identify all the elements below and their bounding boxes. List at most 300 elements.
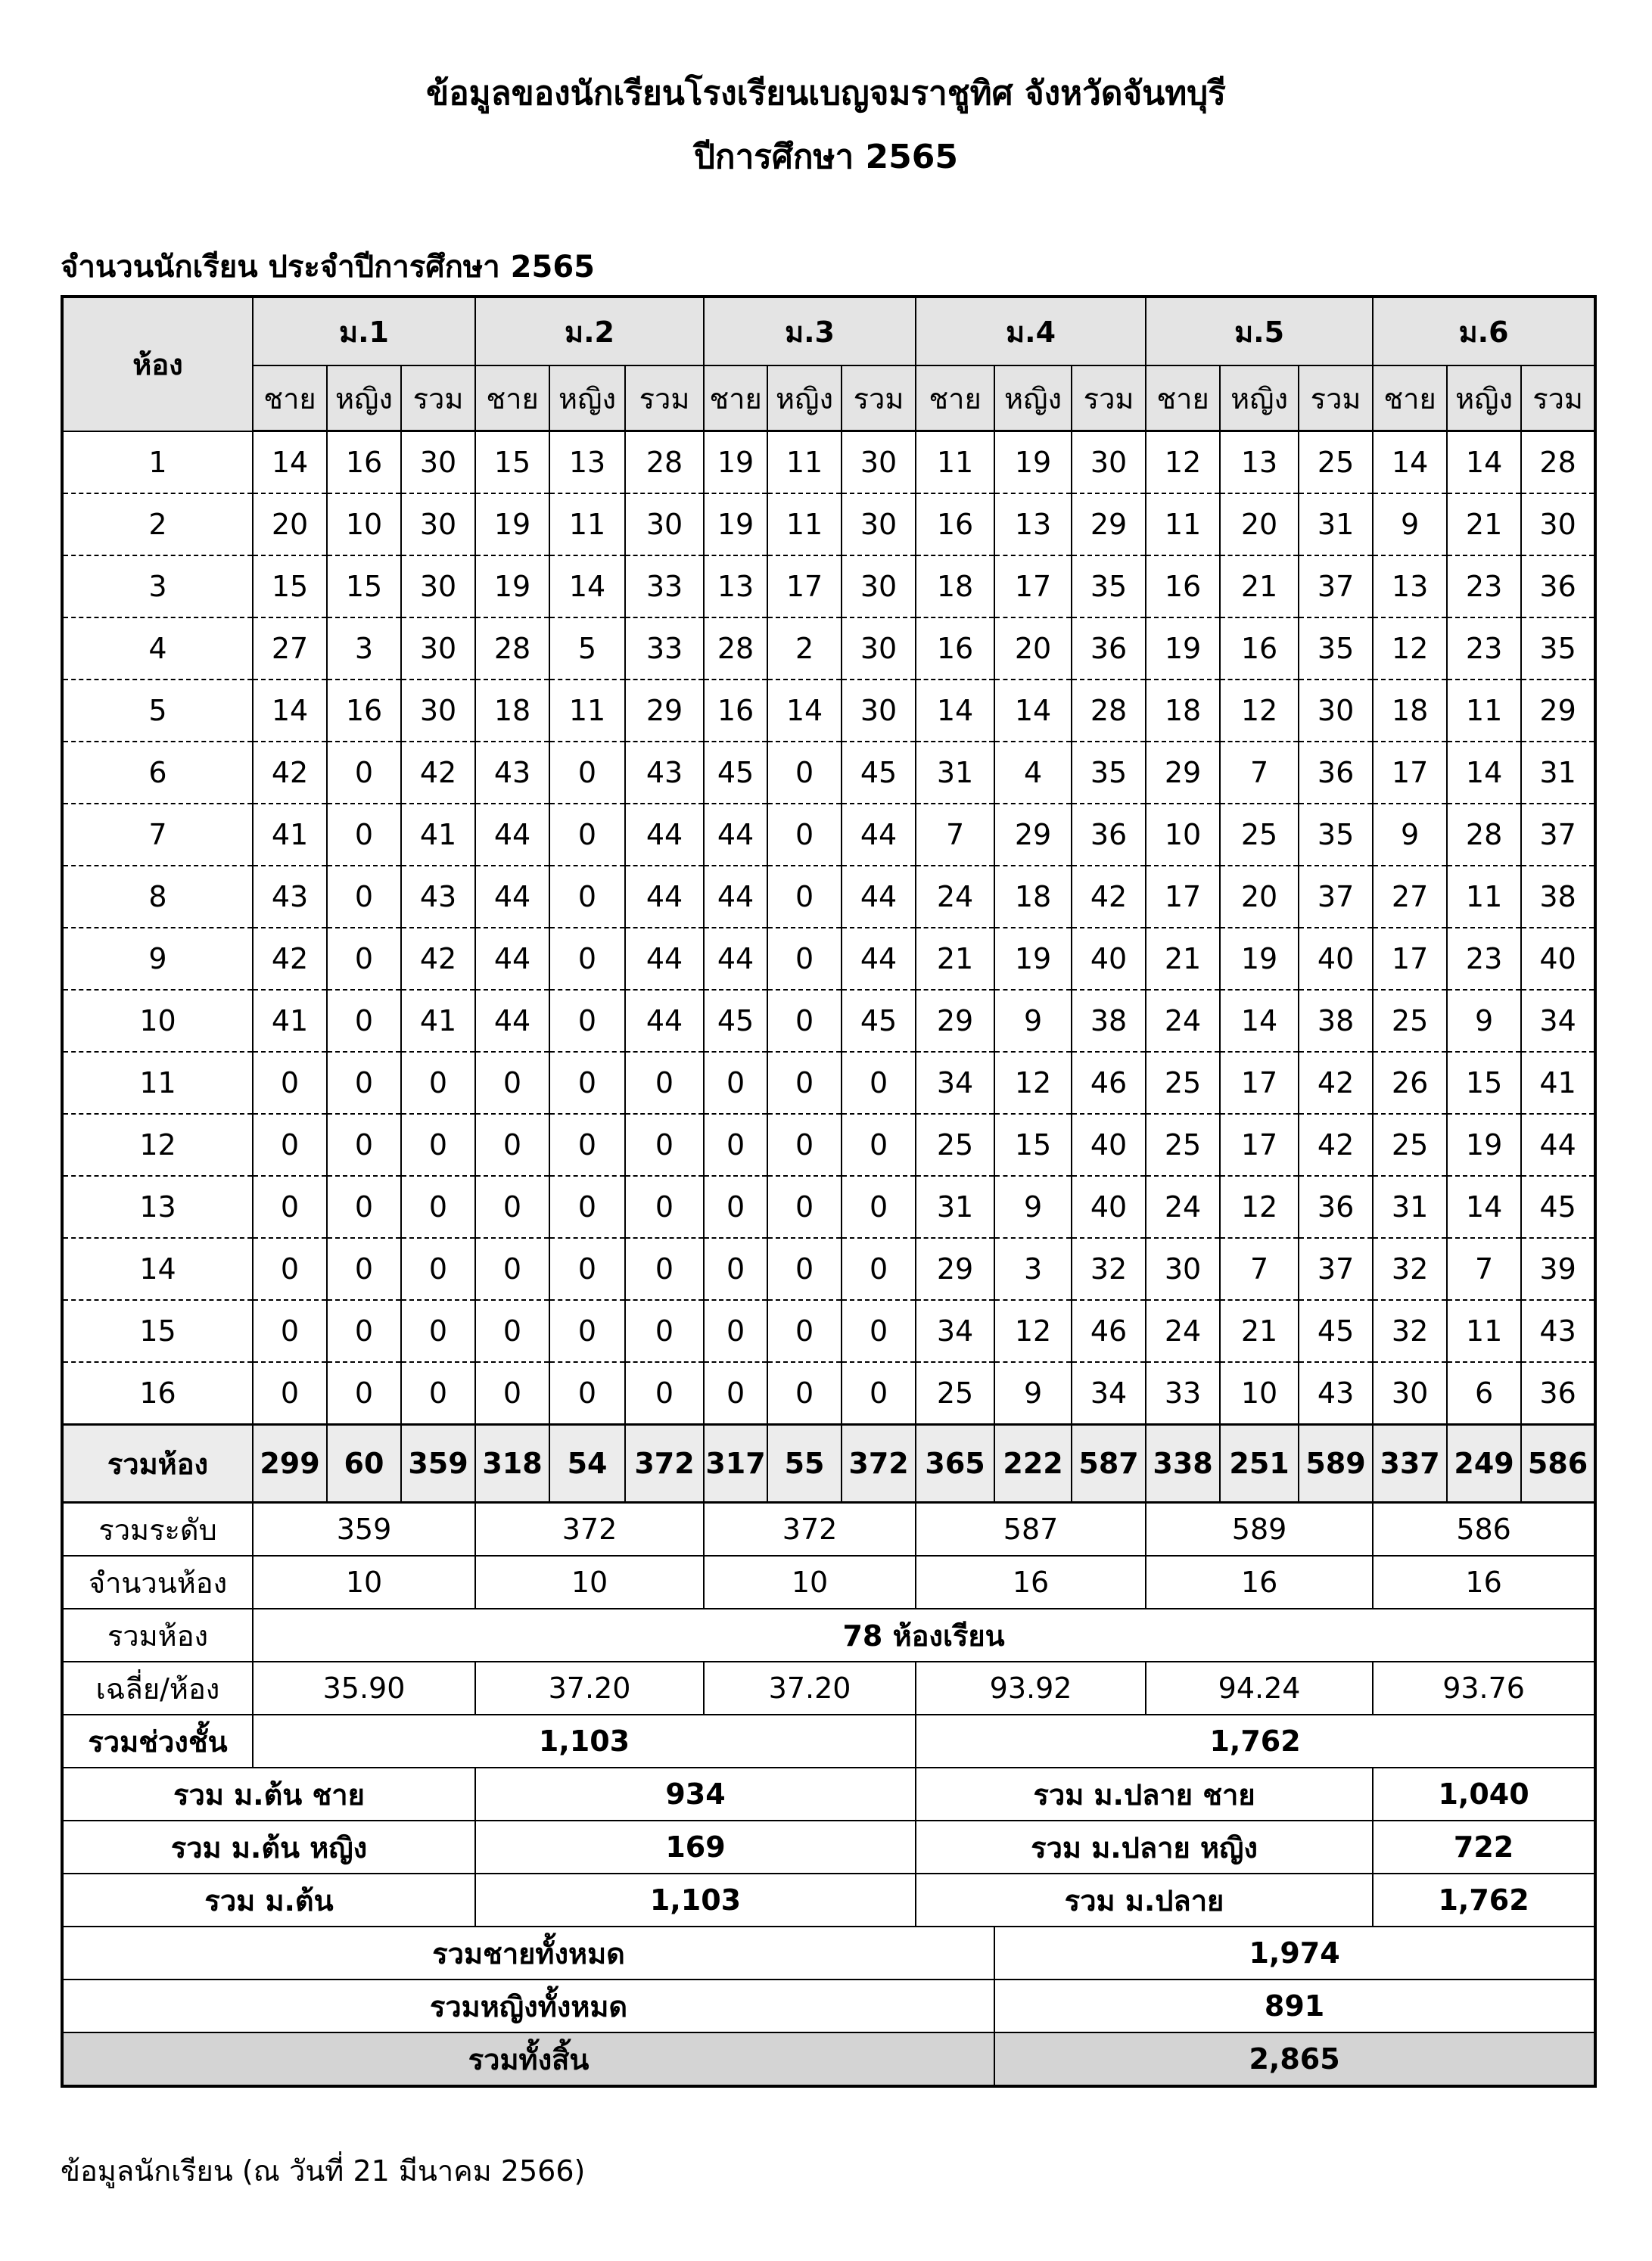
cell: 0 <box>767 1238 842 1300</box>
cell: 36 <box>1521 1362 1595 1425</box>
row-label: รวมช่วงชั้น <box>62 1715 253 1768</box>
cell: 0 <box>475 1300 549 1362</box>
row-label: รวมห้อง <box>62 1609 253 1662</box>
row-label: รวมทั้งสิ้น <box>62 2032 994 2086</box>
cell: 0 <box>842 1300 916 1362</box>
cell: 44 <box>704 866 767 928</box>
cell: 24 <box>916 866 994 928</box>
cell: 372 <box>625 1425 704 1503</box>
cell: 44 <box>625 990 704 1052</box>
cell: 12 <box>1220 680 1299 742</box>
table-row <box>62 804 1595 866</box>
room-header: ห้อง <box>62 297 253 431</box>
cell: 0 <box>842 1052 916 1114</box>
cell: 35 <box>1072 742 1146 804</box>
cell: 251 <box>1220 1425 1299 1503</box>
row-label: รวม ม.ต้น หญิง <box>62 1821 475 1874</box>
cell: 94.24 <box>1146 1662 1373 1715</box>
cell: 0 <box>327 866 401 928</box>
cell: 7 <box>916 804 994 866</box>
cell: 0 <box>401 1114 475 1176</box>
rooms-total-row <box>62 1609 1595 1662</box>
cell: 317 <box>704 1425 767 1503</box>
table-row <box>62 1300 1595 1362</box>
cell: 0 <box>767 990 842 1052</box>
cell: 28 <box>1521 431 1595 494</box>
sub-header: หญิง <box>767 365 842 431</box>
cell: 10 <box>327 493 401 555</box>
cell: 28 <box>1447 804 1521 866</box>
cell: 31 <box>1373 1176 1447 1238</box>
average-row <box>62 1662 1595 1715</box>
sub-header: รวม <box>1521 365 1595 431</box>
cell: 29 <box>916 990 994 1052</box>
cell: 10 <box>1220 1362 1299 1425</box>
cell: 20 <box>1220 493 1299 555</box>
room-number: 3 <box>62 555 253 617</box>
cell: 20 <box>1220 866 1299 928</box>
cell: 891 <box>994 1980 1595 2032</box>
cell: 41 <box>401 990 475 1052</box>
cell: 44 <box>625 866 704 928</box>
cell: 0 <box>842 1114 916 1176</box>
cell: 587 <box>916 1503 1146 1557</box>
cell: 10 <box>704 1556 916 1609</box>
cell: 29 <box>1146 742 1220 804</box>
room-number: 13 <box>62 1176 253 1238</box>
cell: 20 <box>253 493 327 555</box>
cell: 19 <box>1447 1114 1521 1176</box>
room-count-row <box>62 1556 1595 1609</box>
room-number: 8 <box>62 866 253 928</box>
cell: 17 <box>1373 742 1447 804</box>
cell: 17 <box>1220 1114 1299 1176</box>
sub-header: หญิง <box>994 365 1072 431</box>
row-label: รวมหญิงทั้งหมด <box>62 1980 994 2032</box>
grade-header: ม.1 <box>253 297 475 365</box>
cell: 0 <box>842 1176 916 1238</box>
cell: 16 <box>327 680 401 742</box>
cell: 29 <box>1521 680 1595 742</box>
cell: 2 <box>767 617 842 680</box>
cell: 0 <box>704 1052 767 1114</box>
cell: 32 <box>1373 1300 1447 1362</box>
cell: 13 <box>1220 431 1299 494</box>
row-label: รวมชายทั้งหมด <box>62 1927 994 1980</box>
cell: 0 <box>767 804 842 866</box>
cell: 30 <box>401 493 475 555</box>
cell: 14 <box>253 431 327 494</box>
cell: 14 <box>549 555 625 617</box>
cell: 14 <box>1447 1176 1521 1238</box>
cell: 586 <box>1521 1425 1595 1503</box>
cell: 4 <box>994 742 1072 804</box>
page-subtitle-year: ปีการศึกษา 2565 <box>694 138 958 176</box>
row-label: รวม ม.ปลาย ชาย <box>916 1768 1373 1821</box>
cell: 0 <box>767 1300 842 1362</box>
cell: 18 <box>994 866 1072 928</box>
cell: 13 <box>549 431 625 494</box>
sub-header: ชาย <box>253 365 327 431</box>
cell: 20 <box>994 617 1072 680</box>
room-number: 5 <box>62 680 253 742</box>
cell: 3 <box>994 1238 1072 1300</box>
cell: 25 <box>916 1114 994 1176</box>
cell: 318 <box>475 1425 549 1503</box>
cell: 0 <box>327 1176 401 1238</box>
room-number: 7 <box>62 804 253 866</box>
cell: 0 <box>767 866 842 928</box>
table-row <box>62 928 1595 990</box>
cell: 35 <box>1521 617 1595 680</box>
cell: 0 <box>475 1114 549 1176</box>
range-total-row <box>62 1715 1595 1768</box>
cell: 15 <box>327 555 401 617</box>
cell: 34 <box>916 1300 994 1362</box>
cell: 44 <box>842 866 916 928</box>
cell: 1,103 <box>253 1715 916 1768</box>
cell: 0 <box>767 1362 842 1425</box>
cell: 9 <box>994 1362 1072 1425</box>
cell: 45 <box>1299 1300 1373 1362</box>
cell: 9 <box>1373 804 1447 866</box>
cell: 337 <box>1373 1425 1447 1503</box>
table-row <box>62 493 1595 555</box>
cell: 13 <box>1373 555 1447 617</box>
cell: 30 <box>1373 1362 1447 1425</box>
cell: 30 <box>1299 680 1373 742</box>
cell: 14 <box>916 680 994 742</box>
cell: 32 <box>1072 1238 1146 1300</box>
cell: 30 <box>401 555 475 617</box>
cell: 0 <box>767 742 842 804</box>
cell: 37 <box>1521 804 1595 866</box>
cell: 722 <box>1373 1821 1595 1874</box>
cell: 15 <box>994 1114 1072 1176</box>
cell: 33 <box>625 617 704 680</box>
cell: 16 <box>916 493 994 555</box>
row-label: เฉลี่ย/ห้อง <box>62 1662 253 1715</box>
cell: 29 <box>916 1238 994 1300</box>
cell: 44 <box>475 990 549 1052</box>
cell: 38 <box>1299 990 1373 1052</box>
cell: 12 <box>994 1052 1072 1114</box>
cell: 11 <box>1447 680 1521 742</box>
cell: 12 <box>1220 1176 1299 1238</box>
cell: 0 <box>625 1114 704 1176</box>
cell: 55 <box>767 1425 842 1503</box>
cell: 30 <box>625 493 704 555</box>
male-range-row <box>62 1768 1595 1821</box>
cell: 41 <box>253 990 327 1052</box>
cell: 365 <box>916 1425 994 1503</box>
row-label: รวมห้อง <box>62 1425 253 1503</box>
cell: 45 <box>1521 1176 1595 1238</box>
cell: 0 <box>253 1176 327 1238</box>
cell: 7 <box>1447 1238 1521 1300</box>
cell: 30 <box>401 431 475 494</box>
cell: 42 <box>401 928 475 990</box>
sub-header: ชาย <box>1373 365 1447 431</box>
cell: 17 <box>1373 928 1447 990</box>
cell: 299 <box>253 1425 327 1503</box>
cell: 25 <box>1373 1114 1447 1176</box>
cell: 10 <box>475 1556 704 1609</box>
cell: 14 <box>994 680 1072 742</box>
cell: 42 <box>253 928 327 990</box>
grand-total-row <box>62 2032 1595 2086</box>
room-number: 6 <box>62 742 253 804</box>
cell: 25 <box>1146 1052 1220 1114</box>
cell: 28 <box>475 617 549 680</box>
cell: 9 <box>1447 990 1521 1052</box>
cell: 25 <box>1220 804 1299 866</box>
cell: 0 <box>327 1052 401 1114</box>
cell: 43 <box>475 742 549 804</box>
cell: 42 <box>1299 1114 1373 1176</box>
cell: 589 <box>1146 1503 1373 1557</box>
cell: 26 <box>1373 1052 1447 1114</box>
cell: 0 <box>549 1238 625 1300</box>
cell: 19 <box>475 493 549 555</box>
row-label: จำนวนห้อง <box>62 1556 253 1609</box>
table-row <box>62 1052 1595 1114</box>
cell: 21 <box>1447 493 1521 555</box>
cell: 12 <box>994 1300 1072 1362</box>
cell: 16 <box>1373 1556 1595 1609</box>
total-row <box>62 1425 1595 1503</box>
cell: 34 <box>916 1052 994 1114</box>
cell: 40 <box>1299 928 1373 990</box>
row-label: รวม ม.ปลาย หญิง <box>916 1821 1373 1874</box>
cell: 39 <box>1521 1238 1595 1300</box>
row-label: รวมระดับ <box>62 1503 253 1557</box>
cell: 40 <box>1072 1114 1146 1176</box>
cell: 14 <box>1220 990 1299 1052</box>
cell: 359 <box>401 1425 475 1503</box>
page-title: ข้อมูลของนักเรียนโรงเรียนเบญจมราชูทิศ จังหวัดจันทบุรี <box>426 74 1226 113</box>
cell: 12 <box>1373 617 1447 680</box>
cell: 16 <box>1220 617 1299 680</box>
cell: 30 <box>842 617 916 680</box>
cell: 222 <box>994 1425 1072 1503</box>
cell: 0 <box>549 1362 625 1425</box>
cell: 934 <box>475 1768 916 1821</box>
cell: 44 <box>475 928 549 990</box>
cell: 43 <box>253 866 327 928</box>
cell: 43 <box>1299 1362 1373 1425</box>
cell: 0 <box>704 1114 767 1176</box>
cell: 34 <box>1521 990 1595 1052</box>
cell: 14 <box>1447 431 1521 494</box>
cell: 16 <box>916 1556 1146 1609</box>
cell: 25 <box>1146 1114 1220 1176</box>
cell: 30 <box>842 493 916 555</box>
cell: 14 <box>1447 742 1521 804</box>
cell: 21 <box>1220 555 1299 617</box>
cell: 0 <box>327 928 401 990</box>
cell: 0 <box>327 1114 401 1176</box>
cell: 0 <box>549 1176 625 1238</box>
sub-header: ชาย <box>704 365 767 431</box>
cell: 33 <box>625 555 704 617</box>
room-number: 4 <box>62 617 253 680</box>
cell: 29 <box>625 680 704 742</box>
sub-header: ชาย <box>1146 365 1220 431</box>
cell: 23 <box>1447 555 1521 617</box>
female-all-row <box>62 1980 1595 2032</box>
cell: 0 <box>401 1238 475 1300</box>
cell: 1,762 <box>1373 1874 1595 1927</box>
table-row <box>62 866 1595 928</box>
sub-header: รวม <box>1299 365 1373 431</box>
cell: 41 <box>401 804 475 866</box>
table-row <box>62 431 1595 494</box>
cell: 18 <box>1146 680 1220 742</box>
cell: 18 <box>1373 680 1447 742</box>
cell: 40 <box>1521 928 1595 990</box>
cell: 0 <box>401 1176 475 1238</box>
cell: 30 <box>1521 493 1595 555</box>
cell: 23 <box>1447 617 1521 680</box>
cell: 0 <box>475 1238 549 1300</box>
cell: 24 <box>1146 990 1220 1052</box>
cell: 42 <box>253 742 327 804</box>
male-all-row <box>62 1927 1595 1980</box>
cell: 15 <box>475 431 549 494</box>
cell: 21 <box>1146 928 1220 990</box>
cell: 169 <box>475 1821 916 1874</box>
cell: 44 <box>475 804 549 866</box>
cell: 43 <box>401 866 475 928</box>
cell: 19 <box>475 555 549 617</box>
room-number: 1 <box>62 431 253 494</box>
female-range-row <box>62 1821 1595 1874</box>
cell: 372 <box>842 1425 916 1503</box>
cell: 42 <box>401 742 475 804</box>
cell: 30 <box>842 680 916 742</box>
cell: 0 <box>327 1300 401 1362</box>
row-label: รวม ม.ต้น ชาย <box>62 1768 475 1821</box>
cell: 46 <box>1072 1300 1146 1362</box>
table-row <box>62 1114 1595 1176</box>
cell: 30 <box>842 431 916 494</box>
cell: 19 <box>1146 617 1220 680</box>
room-number: 15 <box>62 1300 253 1362</box>
cell: 0 <box>327 1238 401 1300</box>
cell: 0 <box>327 804 401 866</box>
cell: 44 <box>704 804 767 866</box>
cell: 36 <box>1072 804 1146 866</box>
table-row <box>62 1238 1595 1300</box>
cell: 45 <box>704 990 767 1052</box>
cell: 41 <box>1521 1052 1595 1114</box>
cell: 0 <box>253 1238 327 1300</box>
cell: 93.92 <box>916 1662 1146 1715</box>
cell: 37 <box>1299 1238 1373 1300</box>
cell: 34 <box>1072 1362 1146 1425</box>
cell: 14 <box>1373 431 1447 494</box>
cell: 15 <box>253 555 327 617</box>
cell: 0 <box>625 1176 704 1238</box>
cell: 30 <box>401 680 475 742</box>
sub-header: หญิง <box>1220 365 1299 431</box>
cell: 0 <box>549 1114 625 1176</box>
cell: 36 <box>1072 617 1146 680</box>
cell: 37.20 <box>475 1662 704 1715</box>
table-row <box>62 1362 1595 1425</box>
cell: 0 <box>401 1362 475 1425</box>
cell: 29 <box>1072 493 1146 555</box>
cell: 0 <box>549 1300 625 1362</box>
cell: 0 <box>549 804 625 866</box>
cell: 38 <box>1072 990 1146 1052</box>
cell: 0 <box>704 1362 767 1425</box>
grade-header: ม.6 <box>1373 297 1595 365</box>
cell: 0 <box>327 1362 401 1425</box>
sub-header: หญิง <box>1447 365 1521 431</box>
cell: 0 <box>475 1052 549 1114</box>
cell: 18 <box>916 555 994 617</box>
cell: 42 <box>1072 866 1146 928</box>
cell: 0 <box>549 742 625 804</box>
cell: 0 <box>253 1052 327 1114</box>
grade-header-row <box>62 297 1595 365</box>
cell: 5 <box>549 617 625 680</box>
sub-header: ชาย <box>916 365 994 431</box>
cell: 27 <box>253 617 327 680</box>
table-row <box>62 742 1595 804</box>
cell: 37 <box>1299 555 1373 617</box>
cell: 31 <box>1299 493 1373 555</box>
cell: 586 <box>1373 1503 1595 1557</box>
room-number: 14 <box>62 1238 253 1300</box>
sub-header: ชาย <box>475 365 549 431</box>
cell: 21 <box>1220 1300 1299 1362</box>
cell: 30 <box>401 617 475 680</box>
cell: 0 <box>327 742 401 804</box>
room-number: 16 <box>62 1362 253 1425</box>
cell: 25 <box>1299 431 1373 494</box>
cell: 3 <box>327 617 401 680</box>
sub-header: รวม <box>401 365 475 431</box>
cell: 28 <box>625 431 704 494</box>
cell: 0 <box>842 1362 916 1425</box>
cell: 21 <box>916 928 994 990</box>
cell: 35 <box>1072 555 1146 617</box>
cell: 0 <box>625 1052 704 1114</box>
cell: 0 <box>767 1114 842 1176</box>
cell: 338 <box>1146 1425 1220 1503</box>
cell: 31 <box>916 742 994 804</box>
cell: 0 <box>625 1362 704 1425</box>
cell: 372 <box>475 1503 704 1557</box>
table-row <box>62 555 1595 617</box>
cell: 31 <box>916 1176 994 1238</box>
cell: 0 <box>842 1238 916 1300</box>
cell: 0 <box>704 1238 767 1300</box>
cell: 0 <box>625 1238 704 1300</box>
level-total-row <box>62 1503 1595 1557</box>
cell: 19 <box>994 928 1072 990</box>
cell: 44 <box>842 804 916 866</box>
cell: 37.20 <box>704 1662 916 1715</box>
cell: 0 <box>401 1052 475 1114</box>
cell: 12 <box>1146 431 1220 494</box>
cell: 0 <box>253 1114 327 1176</box>
table-row <box>62 990 1595 1052</box>
cell: 44 <box>1521 1114 1595 1176</box>
